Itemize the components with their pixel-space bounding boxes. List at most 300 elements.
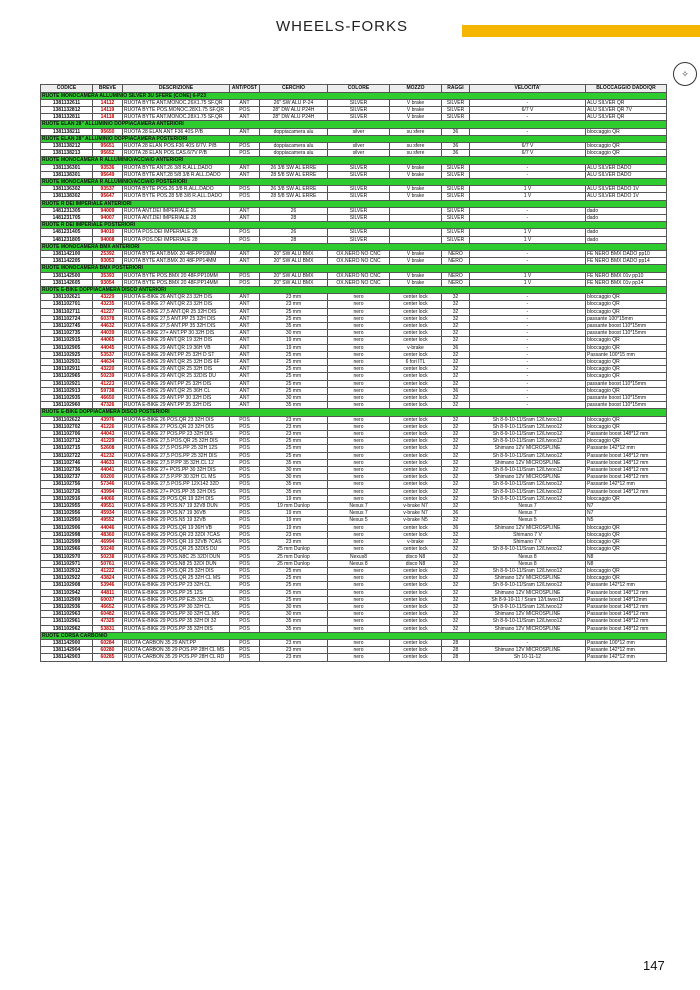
table-row bbox=[41, 351, 667, 358]
table-cell: 28 bbox=[442, 639, 470, 646]
table-cell: Passante boost 148*12 mm bbox=[586, 618, 667, 625]
table-cell: 1381102736 bbox=[41, 467, 93, 474]
table-cell: nero bbox=[328, 294, 390, 301]
table-cell: ANT bbox=[230, 114, 260, 121]
table-cell: V brake bbox=[390, 250, 442, 257]
table-cell: ANT bbox=[230, 164, 260, 171]
table-cell: RUOTA E-BIKE 26 POS.QR 23 32H DIS bbox=[123, 416, 230, 423]
table-cell: center lock bbox=[390, 531, 442, 538]
table-cell: su sfere bbox=[390, 150, 442, 157]
table-cell: 25 mm bbox=[260, 596, 328, 603]
table-cell: OX.NERO NO CNC bbox=[328, 272, 390, 279]
table-cell: POS bbox=[230, 625, 260, 632]
table-cell: 36 bbox=[442, 128, 470, 135]
table-cell: RUOTA POS.DEI IMPERIALE 28 bbox=[123, 236, 230, 243]
table-cell: 28 bbox=[260, 236, 328, 243]
table-cell: Shimano 7 V bbox=[470, 531, 586, 538]
section-label: RUOTE MONOCAMERA BMX POSTERIORI bbox=[41, 265, 667, 272]
table-cell: 32 bbox=[442, 546, 470, 553]
section-row bbox=[41, 286, 667, 293]
section-label: RUOTE MONOCAMERA ALLUMINIO SILVER 3U SFERE (CONE) 6-P23 bbox=[41, 92, 667, 99]
section-row bbox=[41, 222, 667, 229]
table-cell: N8 bbox=[586, 560, 667, 567]
section-row bbox=[41, 92, 667, 99]
table-cell: ANT bbox=[230, 344, 260, 351]
table-cell: 60482 bbox=[93, 611, 123, 618]
table-cell: ANT bbox=[230, 128, 260, 135]
table-cell: 1 V bbox=[470, 193, 586, 200]
table-cell: Passante 100*15 mm bbox=[586, 351, 667, 358]
table-row bbox=[41, 589, 667, 596]
table-cell: 1381142904 bbox=[41, 647, 93, 654]
table-cell: RUOTA E-BIKE 29 POS.QR 19 32H DIS bbox=[123, 495, 230, 502]
table-cell: POS bbox=[230, 416, 260, 423]
table-cell: 25 mm bbox=[260, 589, 328, 596]
table-cell: center lock bbox=[390, 416, 442, 423]
table-row bbox=[41, 582, 667, 589]
table-row bbox=[41, 214, 667, 221]
table-cell: nero bbox=[328, 359, 390, 366]
table-cell: 47326 bbox=[93, 402, 123, 409]
table-row bbox=[41, 207, 667, 214]
table-cell: RUOTA E-BIKE 29 ANT.QR 25 32H DIS bbox=[123, 366, 230, 373]
table-cell: ANT bbox=[230, 99, 260, 106]
table-cell: 19 mm bbox=[260, 495, 328, 502]
table-cell: POS bbox=[230, 488, 260, 495]
table-cell: 46650 bbox=[93, 395, 123, 402]
table-cell: - bbox=[470, 380, 586, 387]
table-cell: Sh 8-9-10-11/Sram 12/Ltwoo12 bbox=[470, 618, 586, 625]
table-row bbox=[41, 366, 667, 373]
table-cell: - bbox=[470, 387, 586, 394]
table-cell: 44046 bbox=[93, 524, 123, 531]
table-cell: 32 bbox=[442, 459, 470, 466]
table-cell: 1381102970 bbox=[41, 553, 93, 560]
table-cell: center lock bbox=[390, 395, 442, 402]
table-cell: 57346 bbox=[93, 481, 123, 488]
table-cell: center lock bbox=[390, 495, 442, 502]
table-cell: RUOTA BYTE ANT.MONOC.26X1.75 SF.QR bbox=[123, 99, 230, 106]
table-cell: RUOTA E-BIKE 27,5 ANT.PP 35 32H DIS bbox=[123, 323, 230, 330]
table-row bbox=[41, 279, 667, 286]
table-cell: RUOTA E-BIKE 27,5 P.PP 35 32H.CL 12 bbox=[123, 459, 230, 466]
table-cell: Nexus 8 bbox=[470, 560, 586, 567]
table-cell: 25 mm bbox=[260, 575, 328, 582]
table-row bbox=[41, 315, 667, 322]
table-cell: Nexus 7 bbox=[470, 503, 586, 510]
table-row bbox=[41, 625, 667, 632]
table-row bbox=[41, 495, 667, 502]
table-cell: Shimano 12V MICROSPLINE bbox=[470, 575, 586, 582]
table-row bbox=[41, 142, 667, 149]
table-cell: 23 mm bbox=[260, 301, 328, 308]
table-cell: POS bbox=[230, 272, 260, 279]
table-cell: bloccaggio QR bbox=[586, 387, 667, 394]
table-cell: 30 mm bbox=[260, 474, 328, 481]
table-cell: V brake bbox=[390, 99, 442, 106]
table-cell: 50239 bbox=[93, 373, 123, 380]
table-cell bbox=[390, 214, 442, 221]
table-row bbox=[41, 596, 667, 603]
table-row bbox=[41, 294, 667, 301]
table-cell: 30 mm bbox=[260, 467, 328, 474]
table-cell: POS bbox=[230, 647, 260, 654]
table-cell: ALU SILVER QR 7V bbox=[586, 106, 667, 113]
table-cell: 20" SW ALU BMX bbox=[260, 272, 328, 279]
table-cell: RUOTA E-BIKE 27,5 ANT.QR 25 32H DIS bbox=[123, 308, 230, 315]
table-cell: 94008 bbox=[93, 236, 123, 243]
table-cell: Shimano 12V MICROSPLINE bbox=[470, 625, 586, 632]
table-cell: 50240 bbox=[93, 546, 123, 553]
table-cell: 26" SW ALU P-24 bbox=[260, 99, 328, 106]
table-cell: - bbox=[470, 359, 586, 366]
table-cell: 94010 bbox=[93, 229, 123, 236]
table-cell: 1 V bbox=[470, 236, 586, 243]
table-cell: Passante 142*12 mm bbox=[586, 654, 667, 661]
table-cell: Sh 8-9-10-11 / Sram 12/Ltwoo12 bbox=[470, 596, 586, 603]
table-cell: Sh 8-9-10-11/Sram 12/Ltwoo12 bbox=[470, 567, 586, 574]
table-cell: - bbox=[470, 114, 586, 121]
table-cell: V brake bbox=[390, 258, 442, 265]
section-row bbox=[41, 409, 667, 416]
table-row bbox=[41, 423, 667, 430]
table-cell: RUOTA E-BIKE 29 POS.N8C 25 32DI DUN bbox=[123, 553, 230, 560]
col-header-ant-post: ANT/POST bbox=[230, 85, 260, 93]
table-cell: center lock bbox=[390, 488, 442, 495]
table-cell: nero bbox=[328, 431, 390, 438]
table-cell: 93537 bbox=[93, 186, 123, 193]
table-cell: 1381102706 bbox=[41, 431, 93, 438]
table-cell: 95649 bbox=[93, 171, 123, 178]
table-cell: 1381102935 bbox=[41, 395, 93, 402]
table-cell: RUOTA E-BIKE 27+ POS.PP 35 32H DIS bbox=[123, 488, 230, 495]
table-cell: POS bbox=[230, 639, 260, 646]
table-cell: 19 mm bbox=[260, 337, 328, 344]
table-cell: 1381102999 bbox=[41, 539, 93, 546]
table-cell: POS bbox=[230, 560, 260, 567]
table-row bbox=[41, 575, 667, 582]
table-cell bbox=[390, 207, 442, 214]
table-cell: V brake bbox=[390, 186, 442, 193]
table-cell: - bbox=[470, 99, 586, 106]
section-row bbox=[41, 200, 667, 207]
table-cell: POS bbox=[230, 510, 260, 517]
table-cell: bloccaggio QR bbox=[586, 337, 667, 344]
table-cell: v-brake N7 bbox=[390, 510, 442, 517]
table-cell: ALU SILVER DADO 1V bbox=[586, 186, 667, 193]
table-cell: 32 bbox=[442, 366, 470, 373]
table-cell: 23 mm bbox=[260, 423, 328, 430]
col-header-codice: CODICE bbox=[41, 85, 93, 93]
table-cell: ANT bbox=[230, 337, 260, 344]
table-cell: ANT bbox=[230, 315, 260, 322]
table-row bbox=[41, 114, 667, 121]
table-cell: 60284 bbox=[93, 639, 123, 646]
table-row bbox=[41, 359, 667, 366]
table-cell: 48360 bbox=[93, 531, 123, 538]
table-cell: 32 bbox=[442, 467, 470, 474]
table-row bbox=[41, 164, 667, 171]
table-cell: 32 bbox=[442, 452, 470, 459]
table-cell: Passante 142*12 mm bbox=[586, 481, 667, 488]
table-cell: 32 bbox=[442, 582, 470, 589]
table-cell: Sh 8-9-10-11/Sram 12/Ltwoo12 bbox=[470, 467, 586, 474]
table-cell: RUOTA ANT.DEI IMPERIALE 28 bbox=[123, 214, 230, 221]
table-cell: SILVER bbox=[328, 229, 390, 236]
table-cell: center lock bbox=[390, 452, 442, 459]
table-cell: 32 bbox=[442, 315, 470, 322]
table-cell: RUOTA E-BIKE 29 POS.QR 25 32H CL MS bbox=[123, 575, 230, 582]
table-cell: 53831 bbox=[93, 625, 123, 632]
table-row bbox=[41, 510, 667, 517]
table-cell: SILVER bbox=[442, 164, 470, 171]
table-cell: dado bbox=[586, 229, 667, 236]
table-row bbox=[41, 560, 667, 567]
table-cell: RUOTA E-BIKE 29 POS.N5 19 32VB bbox=[123, 517, 230, 524]
table-cell: nero bbox=[328, 373, 390, 380]
table-cell: RUOTA E-BIKE 29 POS.PP 30 32H CL bbox=[123, 603, 230, 610]
table-cell: passante boost 110*15mm bbox=[586, 330, 667, 337]
col-header-velocita: VELOCITA' bbox=[470, 85, 586, 93]
table-cell: POS bbox=[230, 431, 260, 438]
table-cell: POS bbox=[230, 589, 260, 596]
table-cell: Passante boost 148*12 mm bbox=[586, 488, 667, 495]
table-cell: POS bbox=[230, 423, 260, 430]
table-row bbox=[41, 171, 667, 178]
table-cell: 32 bbox=[442, 301, 470, 308]
table-cell: OX.NERO NO CNC bbox=[328, 258, 390, 265]
table-cell: center lock bbox=[390, 438, 442, 445]
table-cell: 1381102916 bbox=[41, 495, 93, 502]
col-header-cerchio: CERCHIO bbox=[260, 85, 328, 93]
table-cell: RUOTA E-BIKE 27,5 ANT.PP 25 32H DIS bbox=[123, 315, 230, 322]
table-cell: 36 bbox=[442, 524, 470, 531]
table-cell: bloccaggio QR bbox=[586, 366, 667, 373]
table-cell: 23 mm bbox=[260, 431, 328, 438]
table-cell: 6/7 V bbox=[470, 106, 586, 113]
table-cell: 1381102906 bbox=[41, 524, 93, 531]
table-cell: nero bbox=[328, 416, 390, 423]
table-cell: RUOTA CARBON 35 29 POS.PP 28H CL RD bbox=[123, 654, 230, 661]
table-cell: 32 bbox=[442, 503, 470, 510]
table-cell: center lock bbox=[390, 647, 442, 654]
table-cell: bloccaggio QR bbox=[586, 294, 667, 301]
col-header-raggi: RAGGI bbox=[442, 85, 470, 93]
table-row bbox=[41, 524, 667, 531]
table-cell: nero bbox=[328, 539, 390, 546]
table-cell: ANT bbox=[230, 250, 260, 257]
table-cell: Sh 8-9-10-11/Sram 12/Ltwoo12 bbox=[470, 438, 586, 445]
table-cell bbox=[390, 236, 442, 243]
table-cell: Shimano 12V MICROSPLINE bbox=[470, 647, 586, 654]
table-cell: bloccaggio QR bbox=[586, 539, 667, 546]
section-label: RUOTE ELAN 28" ALLUMINIO DOPPIACAMERA POSTERIORI bbox=[41, 135, 667, 142]
table-cell: - bbox=[470, 308, 586, 315]
table-cell: RUOTA E-BIKE 27 POS.PP 23 32H DIS bbox=[123, 431, 230, 438]
table-cell: RUOTA E-BIKE 27,5 POS.PP 12X142 32D bbox=[123, 481, 230, 488]
table-row bbox=[41, 603, 667, 610]
table-cell: POS bbox=[230, 546, 260, 553]
table-row bbox=[41, 567, 667, 574]
table-cell: nero bbox=[328, 344, 390, 351]
table-cell: nero bbox=[328, 639, 390, 646]
table-cell: ANT bbox=[230, 402, 260, 409]
table-cell: center lock bbox=[390, 366, 442, 373]
table-cell: RUOTA E-BIKE 29 POS.N7 19 32V8 DUN bbox=[123, 503, 230, 510]
table-cell: RUOTA E-BIKE 29 POS.QR 25 32DIS DU bbox=[123, 546, 230, 553]
table-cell: nero bbox=[328, 330, 390, 337]
table-cell: bloccaggio QR bbox=[586, 373, 667, 380]
table-cell: bloccaggio QR bbox=[586, 575, 667, 582]
table-cell: ANT bbox=[230, 380, 260, 387]
table-row bbox=[41, 337, 667, 344]
table-cell: POS bbox=[230, 229, 260, 236]
table-cell: 26 3/8 SW AL ERRE bbox=[260, 164, 328, 171]
table-cell: RUOTA BYTE ANT.BMX 20 48F.PP14MM bbox=[123, 258, 230, 265]
table-cell: 41222 bbox=[93, 567, 123, 574]
table-cell: 32 bbox=[442, 539, 470, 546]
table-cell: 25 mm Dunlop bbox=[260, 546, 328, 553]
table-cell: v-brake bbox=[390, 344, 442, 351]
table-cell: 25 mm bbox=[260, 373, 328, 380]
table-cell: RUOTA ANT.DEI IMPERIALE 26 bbox=[123, 207, 230, 214]
section-row bbox=[41, 243, 667, 250]
table-cell: RUOTA BYTE POS.28 5/8 3/8 R.ALL.DADO bbox=[123, 193, 230, 200]
table-cell: 23 mm bbox=[260, 416, 328, 423]
table-cell: 1381132812 bbox=[41, 106, 93, 113]
table-cell: 1381136301 bbox=[41, 164, 93, 171]
table-cell: NERO bbox=[442, 279, 470, 286]
table-cell: RUOTA E-BIKE 29 POS.PP 30 32H CL MS bbox=[123, 611, 230, 618]
table-cell: RUOTA BYTE POS.BMX 20 48F.PP14MM bbox=[123, 279, 230, 286]
table-row bbox=[41, 546, 667, 553]
table-cell: RUOTA E-BIKE 27 ANT.QR 23 32H DIS bbox=[123, 301, 230, 308]
table-cell: POS bbox=[230, 279, 260, 286]
table-cell: 32 bbox=[442, 488, 470, 495]
table-cell: nero bbox=[328, 315, 390, 322]
table-cell: Passante boost 148*12 mm bbox=[586, 611, 667, 618]
table-cell: SILVER bbox=[328, 193, 390, 200]
table-cell: V brake bbox=[390, 193, 442, 200]
table-cell: RUOTA E-BIKE 29 POS.QR 19 36H VB bbox=[123, 524, 230, 531]
table-row bbox=[41, 99, 667, 106]
table-cell: nero bbox=[328, 596, 390, 603]
table-cell: RUOTA E-BIKE 29 ANT.PP 25 32H DIS bbox=[123, 380, 230, 387]
table-cell: RUOTA BYTE ANT.28 5/8 3/8 R.ALL.DADO bbox=[123, 171, 230, 178]
table-cell: 1381142100 bbox=[41, 250, 93, 257]
table-cell: Sh 8-9-10-11/Sram 12/Ltwoo12 bbox=[470, 582, 586, 589]
table-cell: 6 fori ITL bbox=[390, 359, 442, 366]
table-row bbox=[41, 452, 667, 459]
table-cell: 25392 bbox=[93, 250, 123, 257]
table-cell: bloccaggio QR bbox=[586, 531, 667, 538]
table-cell: 1381102931 bbox=[41, 359, 93, 366]
table-cell: SILVER bbox=[328, 164, 390, 171]
table-row bbox=[41, 503, 667, 510]
table-cell: 1381138213 bbox=[41, 150, 93, 157]
table-cell: passante boost 110*15mm bbox=[586, 380, 667, 387]
table-cell: 25 mm bbox=[260, 351, 328, 358]
table-cell: OX.NERO NO CNC bbox=[328, 279, 390, 286]
table-cell: 95652 bbox=[93, 150, 123, 157]
table-cell: ANT bbox=[230, 366, 260, 373]
table-cell: ALU SILVER DADO 1V bbox=[586, 193, 667, 200]
table-cell: RUOTA E-BIKE 29 POS.PP 35 32H DI 32 bbox=[123, 618, 230, 625]
table-cell: nero bbox=[328, 611, 390, 618]
table-row bbox=[41, 150, 667, 157]
table-cell: 32 bbox=[442, 359, 470, 366]
table-cell: RUOTA E-BIKE 29 POS.PP 25 12S bbox=[123, 589, 230, 596]
section-label: RUOTE R DEI IMPERIALE POSTERIORI bbox=[41, 222, 667, 229]
table-cell: 1381102936 bbox=[41, 603, 93, 610]
table-cell: 44041 bbox=[93, 467, 123, 474]
table-cell: - bbox=[470, 337, 586, 344]
table-cell: silver bbox=[328, 128, 390, 135]
table-row bbox=[41, 301, 667, 308]
table-cell: center lock bbox=[390, 467, 442, 474]
table-cell: 44811 bbox=[93, 589, 123, 596]
section-label: RUOTE CORSA CARBONIO bbox=[41, 632, 667, 639]
table-cell: 28 5/8 SW AL ERRE bbox=[260, 171, 328, 178]
table-cell: 44065 bbox=[93, 337, 123, 344]
table-cell: 32 bbox=[442, 474, 470, 481]
table-cell: 93536 bbox=[93, 164, 123, 171]
table-row bbox=[41, 229, 667, 236]
table-cell: center lock bbox=[390, 423, 442, 430]
table-cell: 36 bbox=[442, 344, 470, 351]
table-cell: center lock bbox=[390, 301, 442, 308]
table-cell: 1381102912 bbox=[41, 567, 93, 574]
table-cell: 44632 bbox=[93, 323, 123, 330]
table-cell: 1381102909 bbox=[41, 596, 93, 603]
table-cell: nero bbox=[328, 495, 390, 502]
table-cell: SILVER bbox=[328, 114, 390, 121]
table-cell: 1 V bbox=[470, 272, 586, 279]
table-cell: SILVER bbox=[328, 214, 390, 221]
table-cell: 41232 bbox=[93, 452, 123, 459]
table-cell: center lock bbox=[390, 445, 442, 452]
table-row bbox=[41, 258, 667, 265]
table-cell: RUOTA E-BIKE 29 ANT.PP 30 32H DIS bbox=[123, 395, 230, 402]
table-row bbox=[41, 193, 667, 200]
table-cell: 1 V bbox=[470, 186, 586, 193]
table-cell: RUOTA E-BIKE 27+ POS.PP 30 32H DIS bbox=[123, 467, 230, 474]
table-row bbox=[41, 611, 667, 618]
table-cell: NERO bbox=[442, 250, 470, 257]
table-row bbox=[41, 553, 667, 560]
page-number: 147 bbox=[643, 958, 665, 973]
table-cell: POS bbox=[230, 603, 260, 610]
table-cell: 1381102915 bbox=[41, 337, 93, 344]
table-cell: 45934 bbox=[93, 510, 123, 517]
table-cell: 19 mm bbox=[260, 344, 328, 351]
table-cell: nero bbox=[328, 589, 390, 596]
table-cell: RUOTA E-BIKE 29 POS.N8 25 32DI DUN bbox=[123, 560, 230, 567]
table-cell: POS bbox=[230, 438, 260, 445]
table-cell: doppiacamera alu bbox=[260, 142, 328, 149]
table-cell: 6/7 V bbox=[470, 150, 586, 157]
table-cell: RUOTA E-BIKE 29 ANT.QR 25 36H CL bbox=[123, 387, 230, 394]
table-cell: 32 bbox=[442, 438, 470, 445]
col-header-mozzo: MOZZO bbox=[390, 85, 442, 93]
table-cell: 32 bbox=[442, 423, 470, 430]
table-cell: 28 bbox=[442, 654, 470, 661]
table-cell: POS bbox=[230, 481, 260, 488]
table-cell: nero bbox=[328, 582, 390, 589]
table-cell: bloccaggio QR bbox=[586, 567, 667, 574]
table-cell: 1381138212 bbox=[41, 142, 93, 149]
table-cell: nero bbox=[328, 546, 390, 553]
